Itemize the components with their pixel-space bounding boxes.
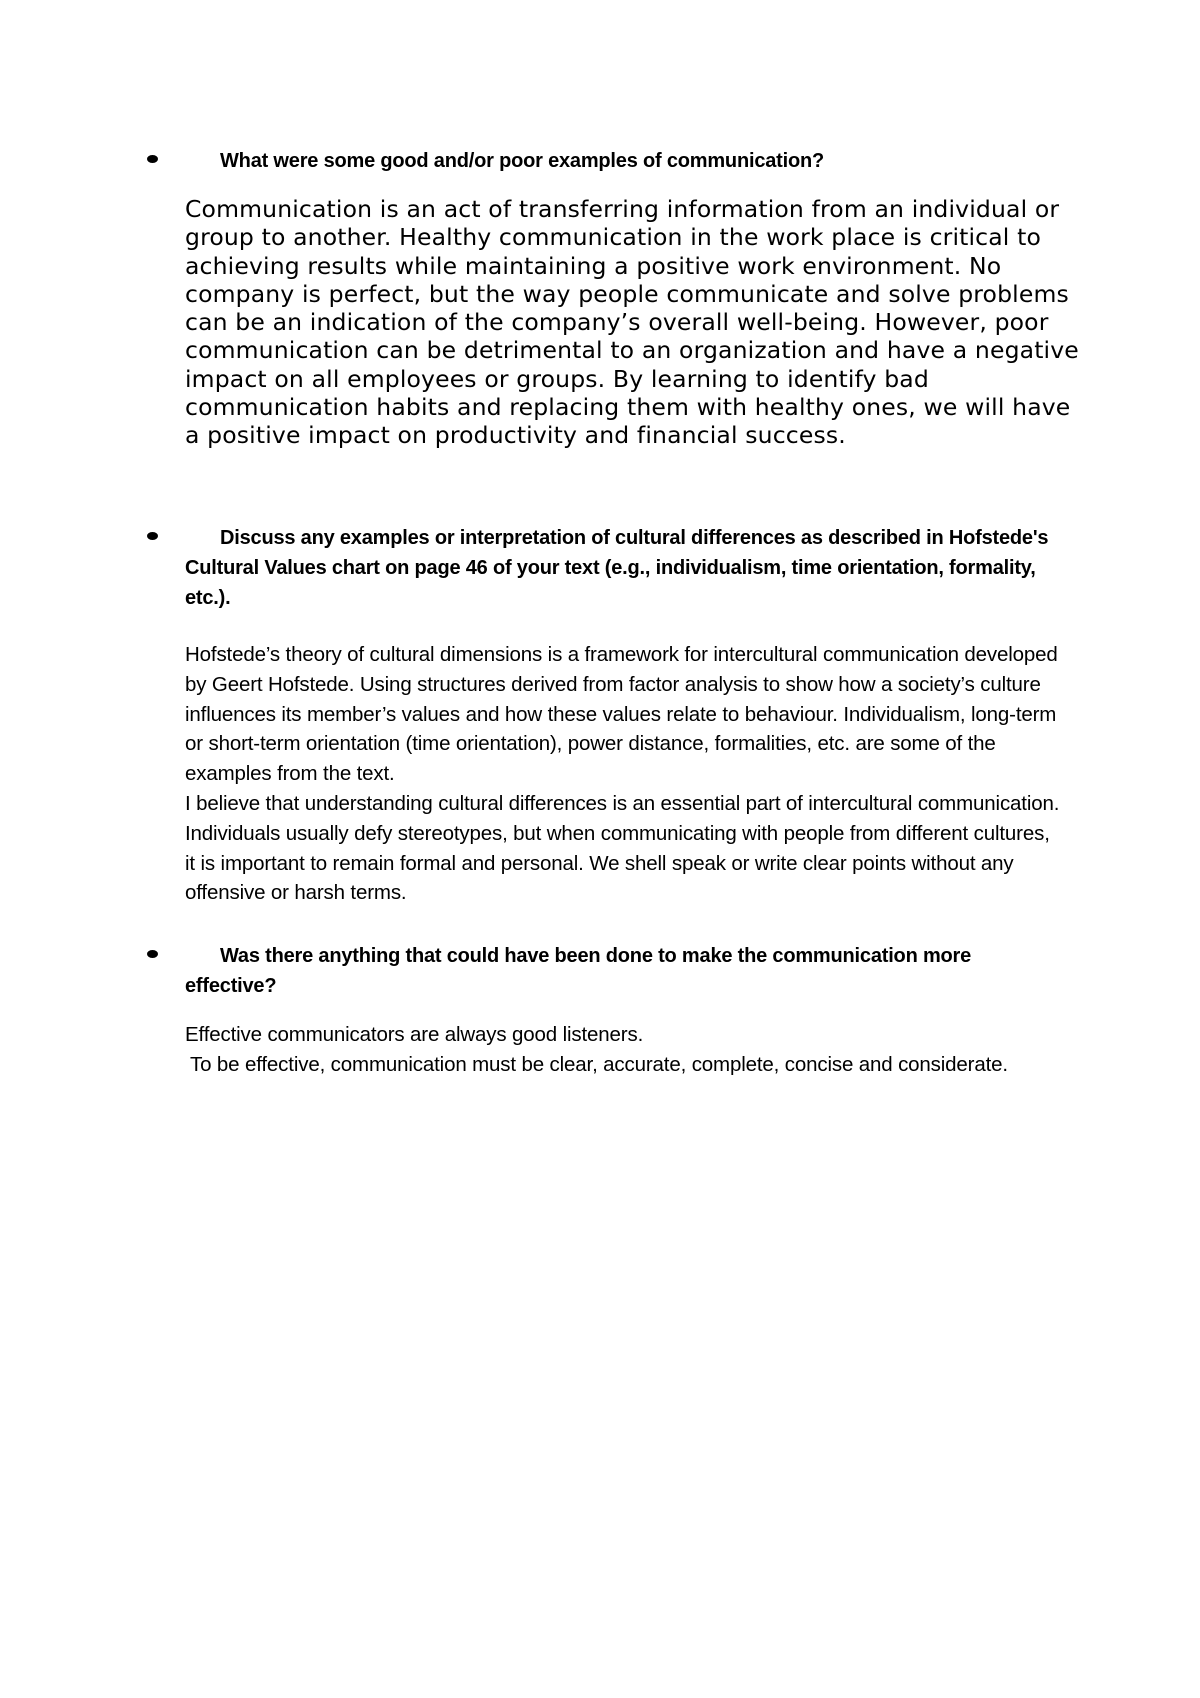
- answer-text: Communication is an act of transferring information from an individual or group to another. Healthy communication in the work place is critical to achieving results while maintaining a positive work environment. No company is perfect, but the way people communicate and solve problems can be an indication of the company’s overall well-being. However, poor communication can be detrimental to an organization and have a negative impact on all employees or groups. By learning to identify bad communication habits and replacing them with healthy ones, we will have a positive impact on productivity and financial success.: [185, 195, 1079, 450]
- answer-paragraph: To be effective, communication must be clear, accurate, complete, concise and considerate.: [190, 1052, 1008, 1076]
- section-cultural-differences: [0, 523, 1200, 908]
- answer-paragraph: I believe that understanding cultural differences is an essential part of intercultural communication. Individuals usually defy stereotypes, but when communicating with people from different cultures, it is important to remain formal and personal. We shell speak or write clear points without any offensive or harsh terms.: [185, 791, 1060, 905]
- answer-paragraph: Effective communicators are always good listeners.: [185, 1023, 644, 1046]
- question-text: Was there anything that could have been done to make the communication more effective?: [185, 945, 972, 997]
- bullet-icon: [147, 155, 158, 163]
- question-item: [185, 941, 1065, 1001]
- section-communication-examples: [0, 146, 1200, 450]
- question-text: What were some good and/or poor examples of communication?: [220, 150, 825, 172]
- question-item: [185, 146, 1065, 176]
- section-effective-communication: [0, 941, 1200, 1080]
- question-item: [185, 523, 1065, 613]
- bullet-icon: [147, 532, 158, 540]
- answer-block: [185, 640, 1065, 908]
- answer-block: [185, 1020, 1065, 1080]
- answer-paragraph: Hofstede’s theory of cultural dimensions is a framework for intercultural communication developed by Geert Hofstede. Using structures derived from factor analysis to show how a society’s culture influences its member’s values and how these values relate to behaviour. Individualism, long-term or short-term orientation (time orientation), power distance, formalities, etc. are some of the examples from the text.: [185, 643, 1058, 786]
- bullet-icon: [147, 950, 158, 958]
- question-text: Discuss any examples or interpretation of cultural differences as described in Hofstede's Cultural Values chart on page 46 of your text (e.g., individualism, time orientation, formality, etc.).: [185, 527, 1049, 609]
